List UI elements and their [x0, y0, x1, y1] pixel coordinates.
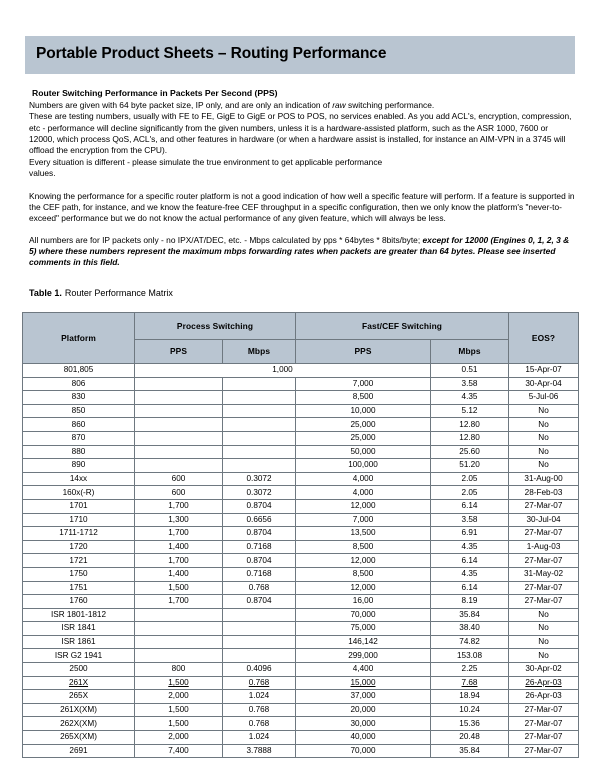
cell-mbps2: 2.05 [431, 472, 509, 486]
cell-platform: 870 [23, 431, 135, 445]
cell-mbps2: 6.14 [431, 554, 509, 568]
intro-line-1-italic: raw [332, 99, 346, 110]
cell-platform: 2500 [23, 663, 135, 677]
table-caption-label: Table 1. [29, 288, 62, 298]
table-row [23, 377, 579, 391]
cell-pps1 [135, 404, 223, 418]
cell-eos: No [509, 445, 579, 459]
cell-mbps1 [223, 377, 296, 391]
cell-eos: 27-Mar-07 [509, 527, 579, 541]
cell-pps2: 25,000 [296, 431, 431, 445]
cell-platform: 1721 [23, 554, 135, 568]
cell-mbps1 [223, 431, 296, 445]
intro-paragraph-5 [29, 235, 575, 269]
cell-platform: 1760 [23, 595, 135, 609]
table-row [23, 364, 579, 378]
cell-pps2: 12,000 [296, 499, 431, 513]
prose-spacer-1 [29, 179, 575, 190]
cell-pps1: 1,500 [135, 676, 223, 690]
cell-platform: 265X(XM) [23, 731, 135, 745]
table-row [23, 608, 579, 622]
cell-mbps1 [223, 391, 296, 405]
cell-eos: 27-Mar-07 [509, 717, 579, 731]
cell-eos: 30-Jul-04 [509, 513, 579, 527]
cell-mbps2: 2.05 [431, 486, 509, 500]
cell-pps1: 1,500 [135, 717, 223, 731]
table-row [23, 676, 579, 690]
cell-eos: 5-Jul-06 [509, 391, 579, 405]
cell-mbps1: 1.024 [223, 690, 296, 704]
prose-spacer-2 [29, 225, 575, 235]
intro-paragraph-3: Every situation is different - please simulate the true environment to get applicable performance [29, 156, 383, 167]
cell-eos: 31-Aug-00 [509, 472, 579, 486]
cell-pps2: 70,000 [296, 608, 431, 622]
cell-platform: 261X [23, 676, 135, 690]
cell-pps1: 2,000 [135, 731, 223, 745]
cell-pps2: 7,000 [296, 513, 431, 527]
cell-pps1: 1,500 [135, 703, 223, 717]
cell-mbps1: 0.7168 [223, 540, 296, 554]
cell-pps1 [135, 391, 223, 405]
cell-mbps1 [223, 635, 296, 649]
cell-platform: 14xx [23, 472, 135, 486]
cell-eos: No [509, 635, 579, 649]
cell-eos: No [509, 649, 579, 663]
cell-pps2: 4,000 [296, 472, 431, 486]
cell-eos: 15-Apr-07 [509, 364, 579, 378]
cell-platform: 262X(XM) [23, 717, 135, 731]
cell-mbps1 [223, 622, 296, 636]
cell-pps1: 2,000 [135, 690, 223, 704]
cell-mbps1: 3.7888 [223, 744, 296, 758]
cell-mbps2: 3.58 [431, 377, 509, 391]
cell-eos: 1-Aug-03 [509, 540, 579, 554]
cell-pps1 [135, 635, 223, 649]
cell-eos: No [509, 431, 579, 445]
cell-mbps1: 0.768 [223, 717, 296, 731]
cell-pps1: 600 [135, 486, 223, 500]
table-body [23, 364, 579, 758]
cell-pps1: 7,400 [135, 744, 223, 758]
cell-eos: 27-Mar-07 [509, 581, 579, 595]
table-row [23, 554, 579, 568]
cell-platform: 1711-1712 [23, 527, 135, 541]
cell-mbps1 [223, 404, 296, 418]
cell-platform: 261X(XM) [23, 703, 135, 717]
cell-eos: 26-Apr-03 [509, 690, 579, 704]
cell-eos: No [509, 418, 579, 432]
table-row [23, 567, 579, 581]
cell-pps1: 1,700 [135, 554, 223, 568]
cell-eos: 30-Apr-02 [509, 663, 579, 677]
cell-pps2: 20,000 [296, 703, 431, 717]
cell-pps1: 1,400 [135, 540, 223, 554]
table-row [23, 703, 579, 717]
table-row [23, 731, 579, 745]
column-header-platform: Platform [23, 313, 135, 364]
cell-mbps2: 12.80 [431, 418, 509, 432]
cell-eos: No [509, 459, 579, 473]
intro-paragraph-5-emphasis: except for 12000 (Engines 0, 1, 2, 3 & 5) where these numbers represent the maximum mbps forwarding rates when packets are greater than 64 bytes. Please see inserted comments in this field. [29, 234, 570, 268]
cell-mbps1: 0.768 [223, 703, 296, 717]
intro-prose [29, 88, 575, 269]
table-row [23, 690, 579, 704]
cell-platform: ISR 1841 [23, 622, 135, 636]
cell-mbps2: 6.14 [431, 581, 509, 595]
cell-mbps1: 0.7168 [223, 567, 296, 581]
cell-mbps2: 153.08 [431, 649, 509, 663]
cell-platform: 880 [23, 445, 135, 459]
cell-pps1: 1,500 [135, 581, 223, 595]
column-header-fastcef-pps: PPS [296, 340, 431, 364]
cell-mbps2: 10.24 [431, 703, 509, 717]
cell-mbps2: 51.20 [431, 459, 509, 473]
table-row [23, 581, 579, 595]
intro-paragraph-2: These are testing numbers, usually with FE to FE, GigE to GigE or POS to POS, no services enabled. As you add ACL's, encryption, compression, etc - performance will decline significantly from the given numbers, unless it is a hardware-assisted platform, such as the ASR 1000, 7600 or 12000, which process QoS, ACL's, and other features in hardware (or when a hardware assist is installed, for instance an AIM-VPN in a 3745 will offload the encryption from the CPU). [29, 111, 572, 156]
cell-platform: ISR 1861 [23, 635, 135, 649]
cell-mbps2: 4.35 [431, 567, 509, 581]
cell-mbps2: 5.12 [431, 404, 509, 418]
cell-pps2: 30,000 [296, 717, 431, 731]
cell-mbps1 [223, 608, 296, 622]
cell-eos: 26-Apr-03 [509, 676, 579, 690]
intro-paragraph-3-cont: values. [29, 167, 56, 178]
column-header-process-mbps: Mbps [223, 340, 296, 364]
table-row [23, 404, 579, 418]
cell-pps1: 1,300 [135, 513, 223, 527]
cell-pps1 [135, 622, 223, 636]
cell-pps2: 12,000 [296, 581, 431, 595]
cell-pps1 [135, 418, 223, 432]
cell-mbps2: 4.35 [431, 391, 509, 405]
cell-mbps1: 0.8704 [223, 595, 296, 609]
cell-mbps2: 3.58 [431, 513, 509, 527]
cell-eos: No [509, 608, 579, 622]
cell-pps2: 12,000 [296, 554, 431, 568]
cell-pps1: 600 [135, 472, 223, 486]
table-row [23, 486, 579, 500]
cell-pps2: 37,000 [296, 690, 431, 704]
cell-mbps2: 6.14 [431, 499, 509, 513]
cell-eos: 27-Mar-07 [509, 731, 579, 745]
cell-platform: 160x(-R) [23, 486, 135, 500]
cell-pps2: 4,400 [296, 663, 431, 677]
table-row [23, 391, 579, 405]
cell-pps1 [135, 377, 223, 391]
table-row [23, 459, 579, 473]
cell-pps2: 8,500 [296, 540, 431, 554]
cell-mbps2: 38.40 [431, 622, 509, 636]
cell-platform: 1710 [23, 513, 135, 527]
cell-platform: 850 [23, 404, 135, 418]
table-row [23, 527, 579, 541]
column-header-eos: EOS? [509, 313, 579, 364]
cell-mbps2: 2.25 [431, 663, 509, 677]
table-row [23, 445, 579, 459]
cell-pps1 [135, 445, 223, 459]
table-row [23, 418, 579, 432]
cell-eos: 27-Mar-07 [509, 499, 579, 513]
table-row [23, 717, 579, 731]
cell-pps2: 4,000 [296, 486, 431, 500]
cell-pps2: 40,000 [296, 731, 431, 745]
table-row [23, 499, 579, 513]
cell-pps2: 75,000 [296, 622, 431, 636]
cell-mbps2: 0.51 [431, 364, 509, 378]
cell-pps1: 1,700 [135, 527, 223, 541]
table-row [23, 622, 579, 636]
table-row [23, 663, 579, 677]
cell-pps2: 13,500 [296, 527, 431, 541]
cell-mbps1: 0.768 [223, 581, 296, 595]
cell-mbps2: 12.80 [431, 431, 509, 445]
table-row [23, 431, 579, 445]
cell-eos: No [509, 622, 579, 636]
cell-pps1: 1,700 [135, 595, 223, 609]
cell-eos: 27-Mar-07 [509, 554, 579, 568]
intro-line-1 [29, 100, 575, 111]
cell-platform: 1701 [23, 499, 135, 513]
cell-platform: ISR G2 1941 [23, 649, 135, 663]
cell-merged-pps: 1,000 [135, 364, 431, 378]
cell-pps2: 16,00 [296, 595, 431, 609]
router-performance-matrix [22, 312, 579, 758]
column-group-fast-cef-switching: Fast/CEF Switching [296, 313, 509, 340]
table-header [23, 313, 579, 364]
cell-eos: 27-Mar-07 [509, 744, 579, 758]
cell-platform: 1720 [23, 540, 135, 554]
cell-mbps1 [223, 418, 296, 432]
table-row [23, 649, 579, 663]
table-row [23, 513, 579, 527]
cell-mbps1 [223, 649, 296, 663]
table-header-row-groups [23, 313, 579, 340]
column-group-process-switching: Process Switching [135, 313, 296, 340]
cell-pps1: 1,700 [135, 499, 223, 513]
intro-subheading: Router Switching Performance in Packets Per Second (PPS) [32, 88, 278, 98]
intro-line-1a: Numbers are given with 64 byte packet size, IP only, and are only an indication of [29, 99, 333, 110]
cell-pps2: 8,500 [296, 391, 431, 405]
intro-paragraph-5a: All numbers are for IP packets only - no IPX/AT/DEC, etc. - Mbps calculated by pps * 64bytes * 8bits/byte; [29, 234, 423, 245]
cell-mbps1: 0.8704 [223, 554, 296, 568]
cell-mbps1: 0.4096 [223, 663, 296, 677]
table-row [23, 635, 579, 649]
cell-pps2: 10,000 [296, 404, 431, 418]
cell-pps1 [135, 431, 223, 445]
cell-platform: 890 [23, 459, 135, 473]
cell-mbps2: 15.36 [431, 717, 509, 731]
cell-eos: 30-Apr-04 [509, 377, 579, 391]
cell-mbps2: 6.91 [431, 527, 509, 541]
cell-pps2: 50,000 [296, 445, 431, 459]
cell-platform: 830 [23, 391, 135, 405]
cell-mbps1 [223, 445, 296, 459]
cell-platform: 2691 [23, 744, 135, 758]
column-header-process-pps: PPS [135, 340, 223, 364]
cell-pps1 [135, 459, 223, 473]
cell-pps2: 146,142 [296, 635, 431, 649]
cell-eos: 31-May-02 [509, 567, 579, 581]
column-header-fastcef-mbps: Mbps [431, 340, 509, 364]
cell-mbps2: 74.82 [431, 635, 509, 649]
cell-pps2: 7,000 [296, 377, 431, 391]
cell-mbps1: 1.024 [223, 731, 296, 745]
cell-mbps1: 0.3072 [223, 472, 296, 486]
cell-pps2: 70,000 [296, 744, 431, 758]
cell-platform: 806 [23, 377, 135, 391]
cell-platform: 860 [23, 418, 135, 432]
intro-line-1b: switching performance. [345, 99, 435, 110]
cell-platform: 1750 [23, 567, 135, 581]
cell-eos: 27-Mar-07 [509, 595, 579, 609]
cell-mbps2: 35.84 [431, 744, 509, 758]
cell-mbps1: 0.6656 [223, 513, 296, 527]
cell-pps1 [135, 608, 223, 622]
cell-mbps2: 35.84 [431, 608, 509, 622]
cell-platform: 801,805 [23, 364, 135, 378]
cell-pps2: 25,000 [296, 418, 431, 432]
cell-pps1: 800 [135, 663, 223, 677]
cell-mbps1 [223, 459, 296, 473]
cell-platform: 265X [23, 690, 135, 704]
cell-mbps2: 18.94 [431, 690, 509, 704]
table-row [23, 540, 579, 554]
cell-eos: 28-Feb-03 [509, 486, 579, 500]
cell-platform: 1751 [23, 581, 135, 595]
cell-eos: No [509, 404, 579, 418]
table-caption [29, 288, 173, 298]
cell-pps1: 1,400 [135, 567, 223, 581]
cell-mbps1: 0.768 [223, 676, 296, 690]
page-title: Portable Product Sheets – Routing Performance [36, 45, 387, 62]
table-row [23, 744, 579, 758]
cell-pps2: 15,000 [296, 676, 431, 690]
router-performance-matrix-wrapper [22, 312, 578, 758]
table-caption-text: Router Performance Matrix [64, 288, 173, 298]
cell-eos: 27-Mar-07 [509, 703, 579, 717]
cell-pps2: 299,000 [296, 649, 431, 663]
cell-mbps2: 20.48 [431, 731, 509, 745]
cell-pps2: 100,000 [296, 459, 431, 473]
cell-mbps2: 25.60 [431, 445, 509, 459]
cell-platform: ISR 1801-1812 [23, 608, 135, 622]
cell-mbps2: 4.35 [431, 540, 509, 554]
cell-pps1 [135, 649, 223, 663]
table-row [23, 595, 579, 609]
cell-mbps2: 7.68 [431, 676, 509, 690]
table-row [23, 472, 579, 486]
intro-paragraph-4: Knowing the performance for a specific router platform is not a good indication of how well a specific feature will perform. If a feature is supported in the CEF path, for instance, and we know the feature-free CEF throughput in a specific configuration, then we only know the platform's "never-to-exceed" performance but we do not know the actual performance of any given feature, which will always be less. [29, 190, 575, 224]
cell-mbps1: 0.8704 [223, 499, 296, 513]
cell-mbps1: 0.3072 [223, 486, 296, 500]
cell-mbps1: 0.8704 [223, 527, 296, 541]
cell-pps2: 8,500 [296, 567, 431, 581]
cell-mbps2: 8.19 [431, 595, 509, 609]
